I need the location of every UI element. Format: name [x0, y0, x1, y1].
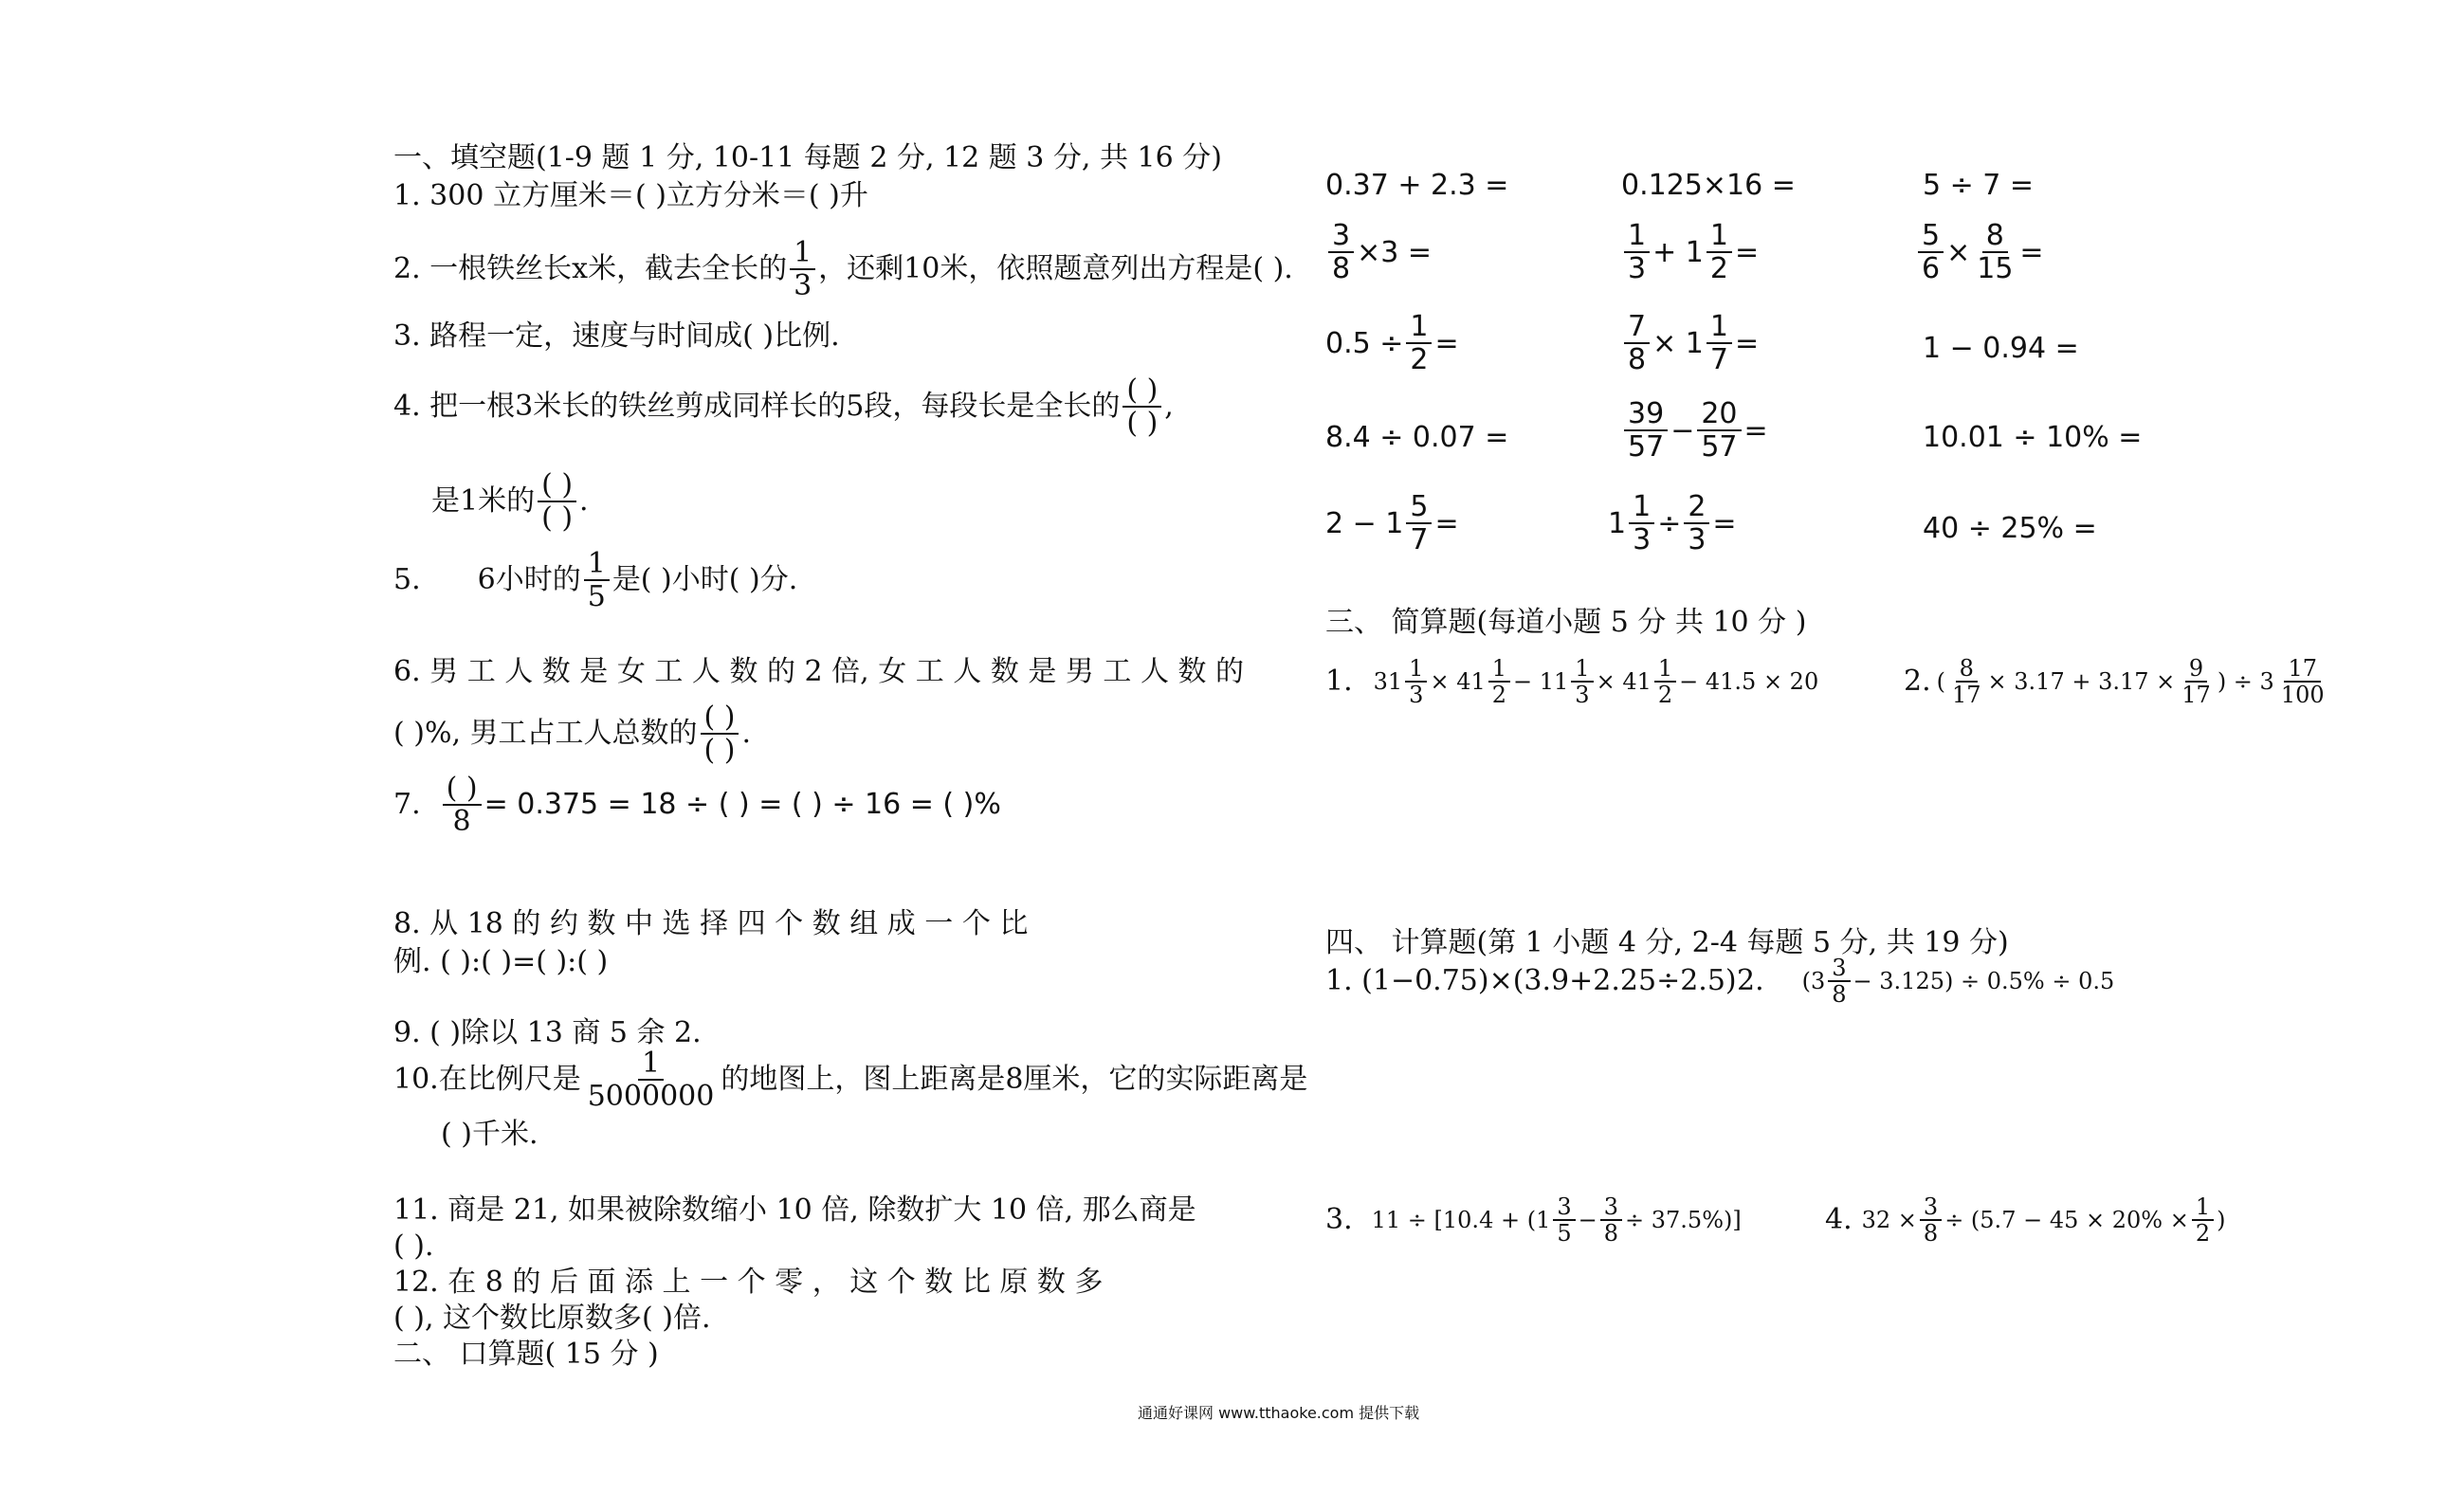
oral-r4c2: $\frac{39}{57}$ − $\frac{20}{57}$ = — [1621, 398, 1768, 463]
section3-title: 三、 简算题(每道小题 5 分 共 10 分 ) — [1325, 606, 1807, 639]
oral-r5c1: 2 − 1 $\frac{5}{7}$ = — [1325, 490, 1459, 556]
question-4: 4. 把一根3米长的铁丝剪成同样长的5段，每段长是全长的 $\frac{( )}{( )}$ , — [393, 373, 1174, 440]
footer: 通通好课网 www.tthaoke.com 提供下载 — [1138, 1404, 1420, 1422]
question-4b: 是1米的 $\frac{( )}{( )}$ . — [431, 468, 589, 535]
question-12a: 12. 在 8 的 后 面 添 上 一 个 零 ， 这 个 数 比 原 数 多 — [393, 1266, 1104, 1299]
oral-r3c2: $\frac{7}{8}$ × 1 $\frac{1}{7}$ = — [1621, 311, 1759, 375]
oral-r1c2: 0.125×16 = — [1621, 169, 1796, 202]
question-8a: 8. 从 18 的 约 数 中 选 择 四 个 数 组 成 一 个 比 — [393, 907, 1029, 940]
oral-r5c2: 1 $\frac{1}{3}$ ÷ $\frac{2}{3}$ = — [1608, 490, 1737, 556]
oral-r3c3: 1 − 0.94 = — [1923, 332, 2079, 365]
oral-r4c1: 8.4 ÷ 0.07 = — [1325, 421, 1509, 454]
question-1: 1. 300 立方厘米＝( )立方分米＝( )升 — [393, 179, 868, 212]
question-5: 5. 6小时的 $\frac{1}{5}$ 是( )小时( )分. — [393, 547, 798, 613]
question-10b: ( )千米. — [441, 1118, 538, 1151]
section4-problem-3: 3. 11 ÷ [10.4 + (1 $\frac{3}{5}$ − $\frac{3}{8}$ ÷ 37.5%)] — [1325, 1193, 1742, 1248]
section4-problem-2: 2. (3 $\frac{3}{8}$ − 3.125) ÷ 0.5% ÷ 0.5 — [1737, 955, 2115, 1009]
section4-problem-1: 1. (1−0.75)×(3.9+2.25÷2.5) — [1325, 964, 1737, 997]
question-12b: ( ), 这个数比原数多( )倍. — [393, 1302, 711, 1335]
section4-problem-4: 4. 32 × $\frac{3}{8}$ ÷ (5.7 − 45 × 20% × $\frac{1}{2}$ ) — [1825, 1193, 2226, 1248]
oral-r2c2: $\frac{1}{3}$ + 1 $\frac{1}{2}$ = — [1621, 220, 1759, 284]
question-6b: ( )%, 男工占工人总数的 $\frac{( )}{( )}$ . — [393, 701, 752, 767]
oral-r1c1: 0.37 + 2.3 = — [1325, 169, 1509, 202]
section1-title: 一、填空题(1-9 题 1 分, 10-11 每题 2 分, 12 题 3 分, 共 16 分) — [393, 141, 1222, 174]
oral-r2c3: $\frac{5}{6}$ × $\frac{8}{15}$ = — [1915, 220, 2044, 284]
oral-r5c3: 40 ÷ 25% = — [1923, 512, 2097, 545]
question-11a: 11. 商是 21, 如果被除数缩小 10 倍, 除数扩大 10 倍, 那么商是 — [393, 1193, 1196, 1227]
section4-title: 四、 计算题(第 1 小题 4 分, 2-4 每题 5 分, 共 19 分) — [1325, 926, 2009, 959]
section3-problem-2: 2. ( $\frac{8}{17}$ × 3.17 + 3.17 × $\frac{9}{17}$ ) ÷ 3 $\frac{17}{100}$ — [1904, 655, 2325, 709]
oral-r1c3: 5 ÷ 7 = — [1923, 169, 2035, 202]
question-6a: 6. 男 工 人 数 是 女 工 人 数 的 2 倍, 女 工 人 数 是 男 工 人 数 的 — [393, 655, 1245, 688]
oral-r4c3: 10.01 ÷ 10% = — [1923, 421, 2143, 454]
section3-problem-1: 1. 31 $\frac{1}{3}$ × 41 $\frac{1}{2}$ − 11 $\frac{1}{3}$ × 41 $\frac{1}{2}$ − 41.5 × 20 — [1325, 655, 1819, 709]
oral-r2c1: $\frac{3}{8}$ ×3 = — [1325, 220, 1432, 284]
question-10: 10. 在比例尺是 $\frac{1}{5000000}$ 的地图上，图上距离是8厘米，它的实际距离是 — [393, 1047, 1308, 1113]
oral-r3c1: 0.5 ÷ $\frac{1}{2}$ = — [1325, 310, 1459, 376]
question-2: 2. 一根铁丝长x米，截去全长的 $\frac{1}{3}$ ，还剩10米，依照题意列出方程是( ). — [393, 236, 1293, 302]
question-3: 3. 路程一定，速度与时间成( )比例. — [393, 319, 840, 353]
question-11b: ( ). — [393, 1230, 434, 1263]
question-7: 7. $\frac{( )}{8}$ = 0.375 = 18 ÷ ( ) = ( ) ÷ 16 = ( )% — [393, 772, 1001, 838]
question-9: 9. ( )除以 13 商 5 余 2. — [393, 1016, 702, 1049]
section2-title: 二、 口算题( 15 分 ) — [393, 1338, 659, 1371]
question-8b: 例. ( ):( )=( ):( ) — [393, 945, 609, 978]
